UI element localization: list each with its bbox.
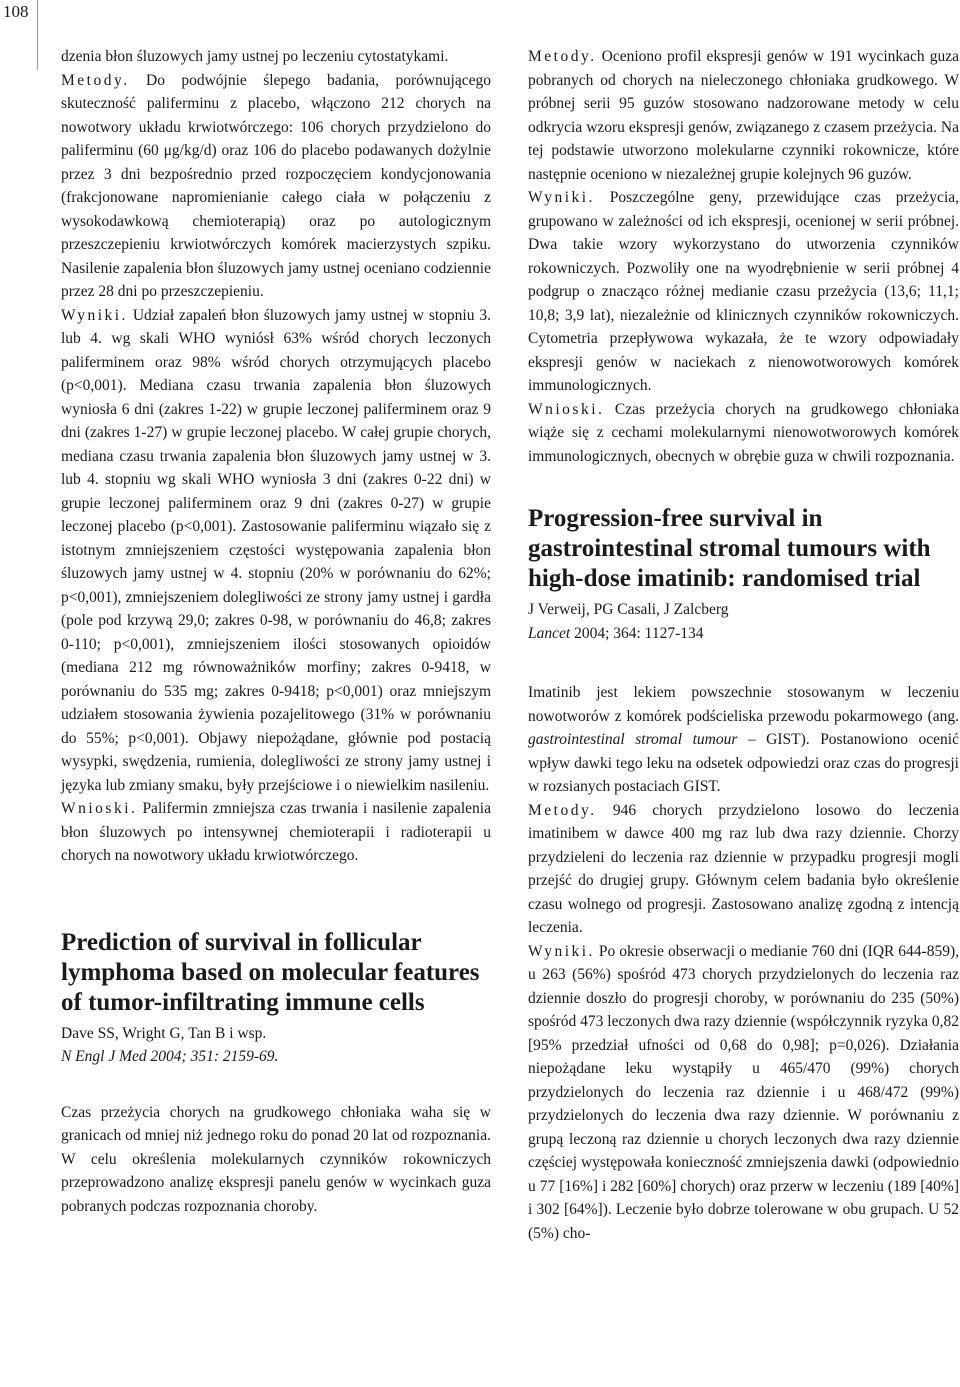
article-metody-text: 946 chorych przydzielono losowo do leczenia imatinibem w dawce 400 mg raz lub dwa razy dziennie. Chorzy przydzieleni do leczenia raz dziennie w przypadku progresji mogli przejść do drugiej grupy. Głównym celem badania było określenie czasu wolnego od progresji. Zastosowano analizę zgodną z intencją leczenia. [528, 801, 959, 936]
wnioski-paragraph [528, 398, 959, 469]
journal-name: Lancet [528, 624, 571, 642]
article-wyniki-label: Wyniki. [528, 942, 595, 960]
wnioski-label: Wnioski. [528, 400, 605, 418]
article-authors: J Verweij, PG Casali, J Zalcberg [528, 601, 729, 618]
journal-reference: 2004; 351: 2159-69. [150, 1048, 279, 1065]
article-wyniki-paragraph [528, 940, 959, 1246]
article-abstract [528, 681, 959, 799]
metody-label: Metody. [528, 48, 597, 65]
article-title: Prediction of survival in follicular lymphoma based on molecular features of tumor-infiltrating immune cells [61, 928, 480, 1016]
wnioski-text: Palifermin zmniejsza czas trwania i nasilenie zapalenia błon śluzowych po intensywnej chemioterapii i radioterapii u chorych na nowotwory układu krwiotwórczego. [61, 800, 491, 864]
wyniki-label: Wyniki. [61, 306, 128, 324]
abstract-after: – GIST). Postanowiono ocenić wpływ dawki tego leku na odsetek odpowiedzi oraz czas do progresji w rozsianych postaciach GIST. [528, 731, 959, 795]
article-title: Progression-free survival in gastrointestinal stromal tumours with high-dose imatinib: randomised trial [528, 505, 931, 592]
wyniki-paragraph [61, 304, 491, 798]
wyniki-text: Udział zapaleń błon śluzowych jamy ustnej w stopniu 3. lub 4. wg skali WHO wyniósł 63% wśród chorych leczonych paliferminem oraz 98% wśród chorych otrzymujących placebo (p<0,001). Mediana czasu trwania zapalenia błon śluzowych wyniosła 6 dni (zakres 1-22) w grupie leczonej paliferminem oraz 9 dni (zakres 1-27) w grupie leczonej placebo. W całej grupie chorych, mediana czasu trwania zapalenia błon śluzowych jamy ustnej w 3. lub 4. stopniu wg skali WHO wyniosła 3 dni (zakres 0-22 dni) w grupie leczonej paliferminem oraz 9 dni (zakres 0-27) w grupie leczonej placebo (p<0,001). Zastosowanie paliferminu wiązało się z istotnym zmniejszeniem częstości występowania zapalenia błon śluzowych jamy ustnej w 4. stopniu (20% w porównaniu do 62%; p<0,001), zmniejszeniem dolegliwości ze strony jamy ustnej i gardła (pole pod krzywą 29,0; zakres 0-98, w porównaniu do 46,8; zakres 0-110; p<0,001), zmniejszeniem ilości stosowanych opioidów (mediana 212 mg równoważników morfiny; zakres 0-9418, w porównaniu do 535 mg; zakres 0-9418; p<0,001) oraz mniejszym udziałem stosowania żywienia pozajelitowego (31% w porównaniu do 55%; p<0,001). Objawy niepożądane, głównie pod postacią wysypki, swędzenia, rumienia, dolegliwości ze strony jamy ustnej i języka lub zmiany smaku, były przejściowe i o niewielkim nasileniu. [61, 306, 492, 794]
metody-paragraph [528, 45, 959, 186]
article-abstract: Czas przeżycia chorych na grudkowego chłoniaka waha się w granicach od mniej niż jednego roku do ponad 20 lat od rozpoznania. W celu określenia molekularnych czynników rokowniczych przeprowadzono analizę ekspresji panelu genów w wycinkach guza pobranych podczas rozpoznania choroby. [61, 1103, 491, 1215]
abstract-before: Imatinib jest lekiem powszechnie stosowanym w leczeniu nowotworów z komórek podścieliska przewodu pokarmowego (ang. [528, 684, 959, 725]
article-wyniki-text: Po okresie obserwacji o medianie 760 dni (IQR 644-859), u 263 (56%) spośród 473 chorych przydzielonych do leczenia raz dziennie doszło do progresji choroby, w porównaniu do 235 (50%) spośród 473 leczonych dwa razy dziennie (współczynnik ryzyka 0,82 [95% przedział ufności od 0,68 do 0,98]; p=0,026). Działania niepożądane leku wystąpiły u 465/470 (99%) chorych przydzielonych do leczenia raz dziennie i u 468/472 (99%) przydzielonych do leczenia dwa razy dziennie. W porównaniu z grupą leczoną raz dziennie u chorych leczonych dwa razy dziennie częściej występowała konieczność zmniejszenia dawki (odpowiednio u 77 [16%] i 282 [60%] chorych) oraz przerw w leczeniu (189 [40%] i 302 [64%]). Leczenie było dobrze tolerowane w obu grupach. U 52 (5%) cho- [528, 942, 960, 1242]
right-column [528, 45, 959, 1245]
article-authors: Dave SS, Wright G, Tan B i wsp. [61, 1024, 267, 1042]
left-column [61, 45, 491, 1218]
margin-rule [37, 0, 38, 70]
article-journal [528, 622, 959, 646]
wyniki-label: Wyniki. [528, 189, 595, 206]
wyniki-text: Poszczególne geny, przewidujące czas przeżycia, grupowano w zależności od ich ekspresji, ocenionej w serii próbnej. Dwa takie wzory wykorzystano do utworzenia czynników rokowniczych. Pozwoliły one na wyodrębnienie w serii próbnej 4 podgrup o znacząco różnej medianie czasu przeżycia (13,6; 11,1; 10,8; 3,9 lat), niezależnie od klinicznych czynników rokowniczych. Cytometria przepływowa wykazała, że te wzory odpowiadały ekspresji genów w naciekach z nienowotworowych komórek immunologicznych. [528, 189, 960, 394]
wyniki-paragraph [528, 186, 959, 398]
wnioski-label: Wnioski. [61, 800, 138, 817]
metody-paragraph [61, 69, 491, 304]
article-metody-paragraph [528, 799, 959, 940]
page-number: 108 [3, 2, 29, 21]
wnioski-text: Czas przeżycia chorych na grudkowego chłoniaka wiąże się z cechami molekularnymi nienowotworowych komórek immunologicznych, obecnych w obrębie guza w chwili rozpoznania. [528, 400, 959, 465]
article-journal [61, 1045, 491, 1069]
metody-text: Oceniono profil ekspresji genów w 191 wycinkach guza pobranych od chorych na nieleczonego chłoniaka grudkowego. W próbnej serii 95 guzów stosowano nadzorowane metody w celu odkrycia wzoru ekspresji genów, związanego z czasem przeżycia. Na tej podstawie utworzono molekularne czynniki rokownicze, które następnie oceniono w niezależnej grupie kolejnych 96 guzów. [528, 48, 959, 183]
journal-name: N Engl J Med [61, 1048, 147, 1065]
metody-text: Do podwójnie ślepego badania, porównującego skuteczność paliferminu z placebo, włączono 212 chorych na nowotwory układu krwiotwórczego: 106 chorych przydzielono do paliferminu (60 μg/kg/d) oraz 106 do placebo podawanych dożylnie przez 3 dni bezpośrednio przed rozpoczęciem kondycjonowania (frakcjonowane napromienianie całego ciała w połączeniu z wysokodawkową chemioterapią) oraz po autologicznym przeszczepieniu krwiotwórczych komórek macierzystych szpiku. Nasilenie zapalenia błon śluzowych jamy ustnej oceniano codziennie przez 28 dni po przeszczepieniu. [61, 71, 492, 300]
abstract-italic: gastrointestinal stromal tumour [528, 731, 738, 748]
article-metody-label: Metody. [528, 801, 597, 819]
metody-label: Metody. [61, 71, 130, 89]
wnioski-paragraph [61, 797, 491, 868]
intro-paragraph: dzenia błon śluzowych jamy ustnej po leczeniu cytostatykami. [61, 48, 449, 65]
journal-reference: 2004; 364: 1127-134 [574, 624, 704, 642]
